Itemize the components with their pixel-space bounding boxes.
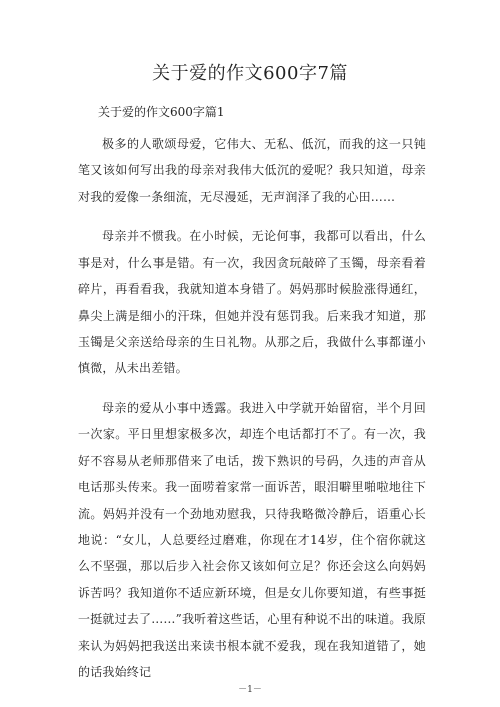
paragraph-1: 极多的人歌颂母爱，它伟大、无私、低沉，而我的这一只钝笔又该如何写出我的母亲对我伟大低沉的爱呢？我只知道，母亲对我的爱像一条细流，无尽漫延，无声润泽了我的心田…… — [78, 137, 426, 204]
document-body — [78, 131, 426, 699]
paragraph-3: 母亲的爱从小事中透露。我进入中学就开始留宿，半个月回一次家。平日里想家极多次，却连个电话都打不了。有一次，我好不容易从老师那借来了电话，拨下熟识的号码，久违的声音从电话那头传来。我一面唠着家常一面诉苦，眼泪噼里啪啦地往下流。妈妈并没有一个劲地劝慰我，只待我略微冷静后，语重心长地说：“女儿，人总要经过磨难，你现在才14岁，住个宿你就这么不坚强，那以后步入社会你又该如何立足？你还会这么向妈妈诉苦吗？我知道你不适应新环境，但是女儿你要知道，有些事挺一挺就过去了……”我听着这些话，心里有种说不出的味道。我原来认为妈妈把我送出来读书根本就不爱我，现在我知道错了，她的话我始终记 — [78, 401, 426, 680]
paragraph-2: 母亲并不惯我。在小时候，无论何事，我都可以看出，什么事是对，什么事是错。有一次，我因贪玩敲碎了玉镯，母亲看着碎片，再看看我，我就知道本身错了。妈妈那时候脸涨得通红，鼻尖上满是细小的汗珠，但她并没有惩罚我。后来我才知道，那玉镯是父亲送给母亲的生日礼物。从那之后，我做什么事都谨小慎微，从未出差错。 — [78, 229, 426, 376]
document-title: 关于爱的作文600字7篇 — [152, 63, 348, 84]
section-heading: 关于爱的作文600字篇1 — [98, 105, 225, 119]
page-number: －1－ — [238, 685, 262, 695]
